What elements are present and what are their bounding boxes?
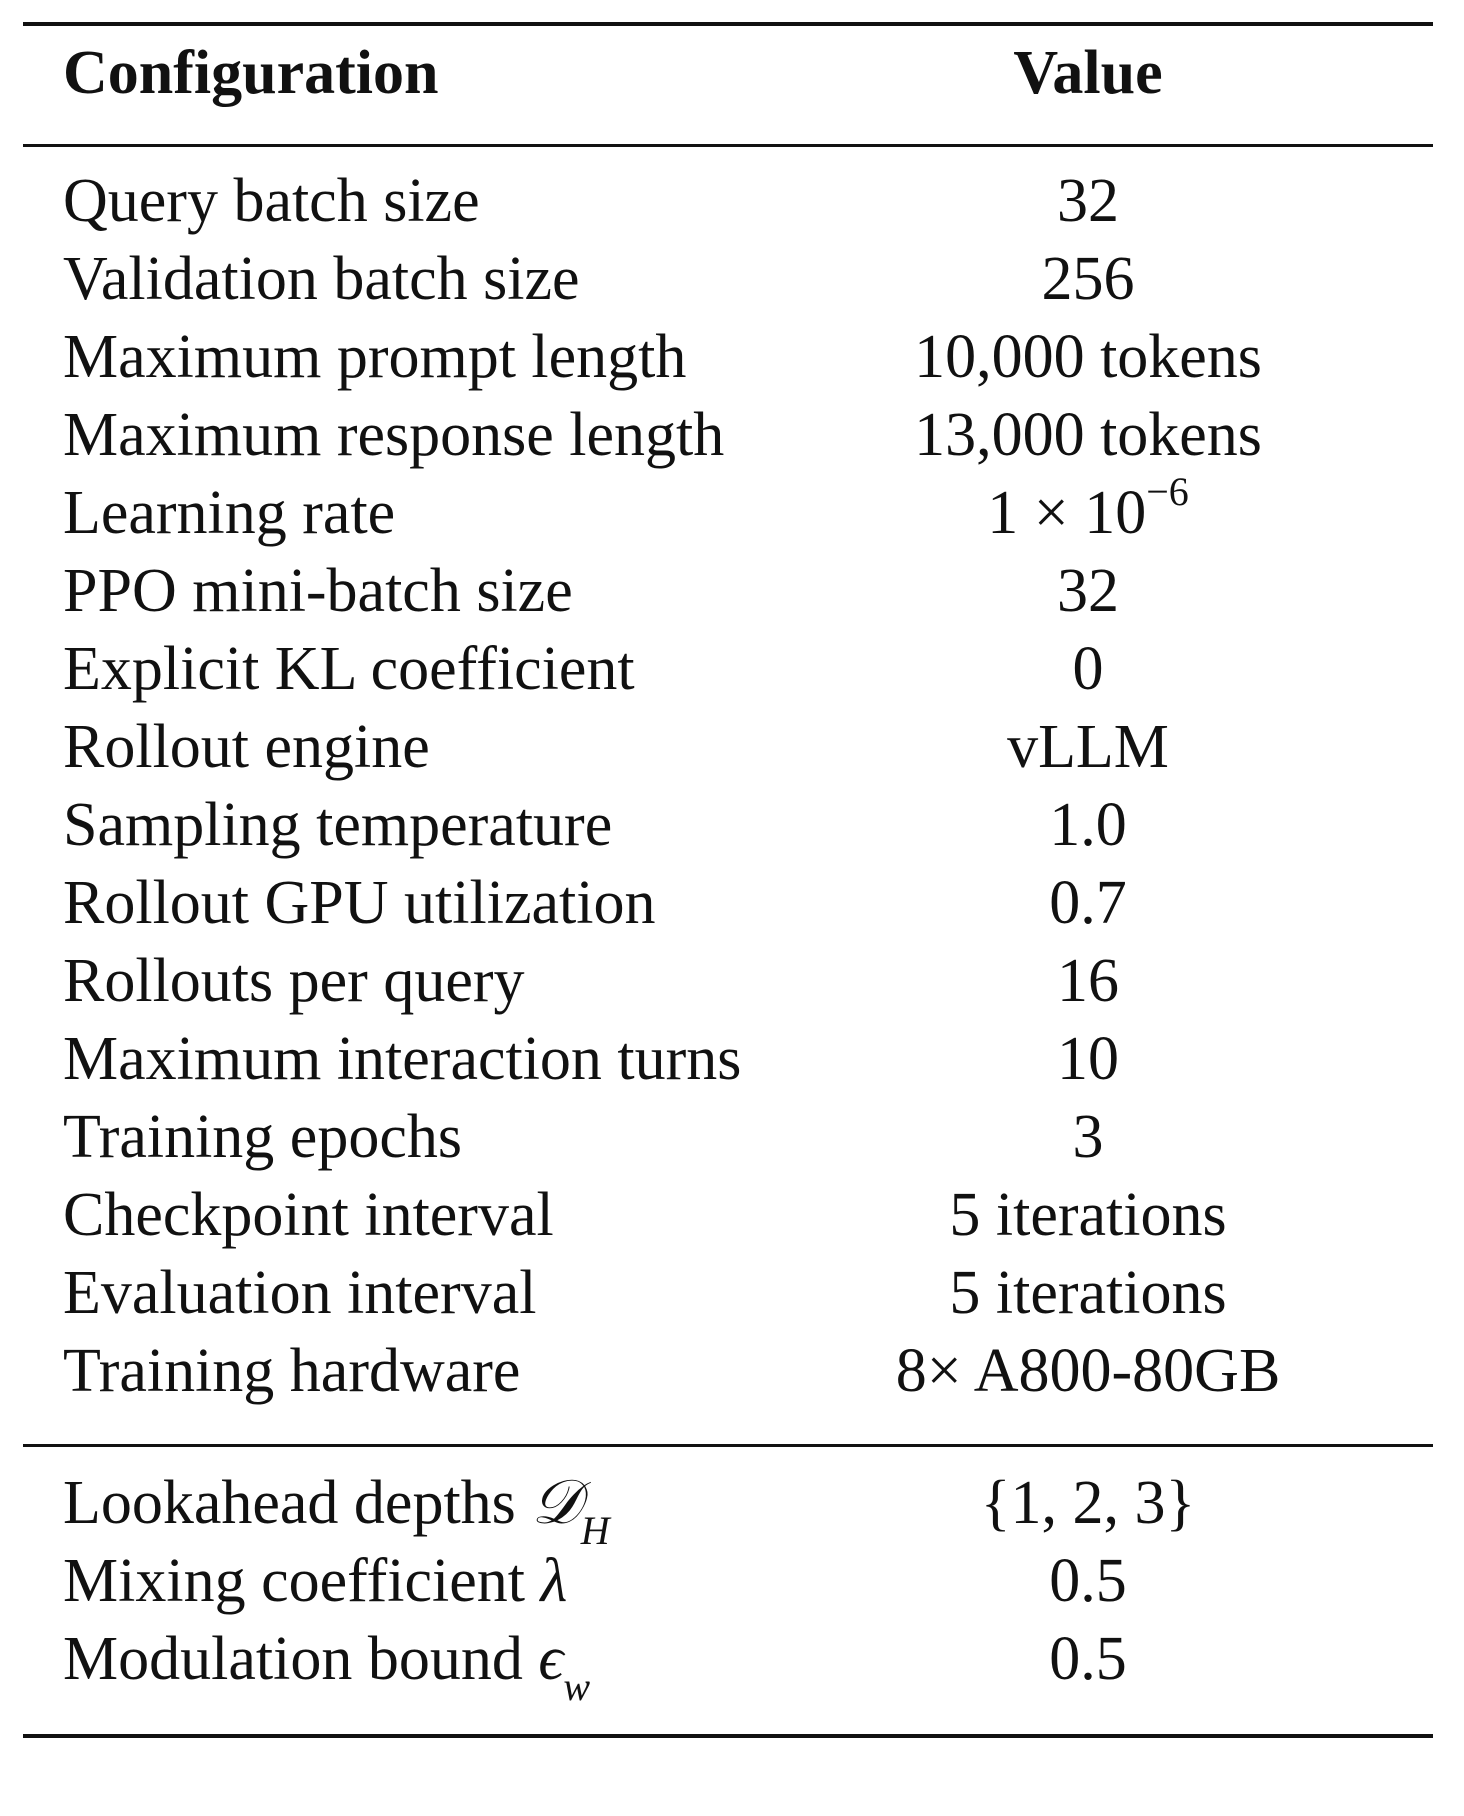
config-value: 16 <box>1057 947 1119 1015</box>
table-row <box>23 1542 1433 1620</box>
modulation-symbol: ϵ <box>538 1625 564 1693</box>
config-label: Training epochs <box>63 1103 462 1171</box>
table-row <box>23 1098 1433 1176</box>
table-row <box>23 1620 1433 1710</box>
config-value: 32 <box>1057 167 1119 235</box>
config-label <box>63 1542 567 1620</box>
table-row <box>23 1332 1433 1410</box>
config-value: 3 <box>1072 1103 1104 1171</box>
bottom-rule <box>23 1734 1433 1738</box>
config-label: Maximum response length <box>63 401 725 469</box>
header-configuration: Configuration <box>63 39 439 107</box>
table-row <box>23 1176 1433 1254</box>
lookahead-subscript: H <box>580 1508 610 1554</box>
table-row <box>23 552 1433 630</box>
table-row <box>23 162 1433 240</box>
config-value: 0 <box>1072 635 1104 703</box>
config-label <box>63 1464 610 1554</box>
config-label: Maximum prompt length <box>63 323 687 391</box>
config-label: Learning rate <box>63 479 396 547</box>
table-row <box>23 864 1433 942</box>
header-rule <box>23 144 1433 147</box>
config-value: 0.5 <box>1049 1625 1127 1693</box>
config-value: 10 <box>1057 1025 1119 1093</box>
config-label: Rollout engine <box>63 713 430 781</box>
table-row <box>23 1464 1433 1554</box>
config-value: vLLM <box>1007 713 1169 781</box>
config-value: 0.5 <box>1049 1547 1127 1615</box>
table-row <box>23 240 1433 318</box>
lookahead-label: Lookahead depths <box>63 1469 532 1537</box>
config-label: Evaluation interval <box>63 1259 537 1327</box>
config-label: PPO mini-batch size <box>63 557 573 625</box>
mixing-symbol: λ <box>540 1547 568 1615</box>
config-label: Validation batch size <box>63 245 580 313</box>
top-rule <box>23 22 1433 26</box>
table-row <box>23 708 1433 786</box>
table-row <box>23 942 1433 1020</box>
config-value: 5 iterations <box>949 1259 1227 1327</box>
learning-rate-base: 1 × 10 <box>987 479 1147 547</box>
config-value: 13,000 tokens <box>914 401 1262 469</box>
config-value: {1, 2, 3} <box>980 1469 1196 1537</box>
config-value: 5 iterations <box>949 1181 1227 1249</box>
config-label: Maximum interaction turns <box>63 1025 742 1093</box>
config-label <box>63 1620 590 1710</box>
config-label: Checkpoint interval <box>63 1181 554 1249</box>
mixing-label: Mixing coefficient <box>63 1547 541 1615</box>
table-row <box>23 630 1433 708</box>
config-label: Explicit KL coefficient <box>63 635 635 703</box>
lookahead-symbol: 𝒟 <box>531 1469 581 1537</box>
config-value: 256 <box>1041 245 1135 313</box>
section-rule <box>23 1444 1433 1447</box>
table-row <box>23 786 1433 864</box>
config-value: 8× A800-80GB <box>895 1337 1281 1405</box>
modulation-label: Modulation bound <box>63 1625 539 1693</box>
config-label: Rollouts per query <box>63 947 525 1015</box>
table-row <box>23 396 1433 474</box>
config-value: 1.0 <box>1049 791 1127 859</box>
config-label: Training hardware <box>63 1337 521 1405</box>
modulation-subscript: w <box>563 1664 590 1710</box>
config-label: Rollout GPU utilization <box>63 869 656 937</box>
config-label: Sampling temperature <box>63 791 613 859</box>
table-row <box>23 469 1433 552</box>
table-row <box>23 1254 1433 1332</box>
config-value: 0.7 <box>1049 869 1127 937</box>
config-value: 10,000 tokens <box>914 323 1262 391</box>
header-value: Value <box>1013 39 1163 107</box>
table-row <box>23 318 1433 396</box>
config-value <box>863 469 1313 552</box>
config-label: Query batch size <box>63 167 480 235</box>
header-row <box>23 34 1433 112</box>
learning-rate-exponent: −6 <box>1146 469 1189 515</box>
config-value: 32 <box>1057 557 1119 625</box>
table-row <box>23 1020 1433 1098</box>
